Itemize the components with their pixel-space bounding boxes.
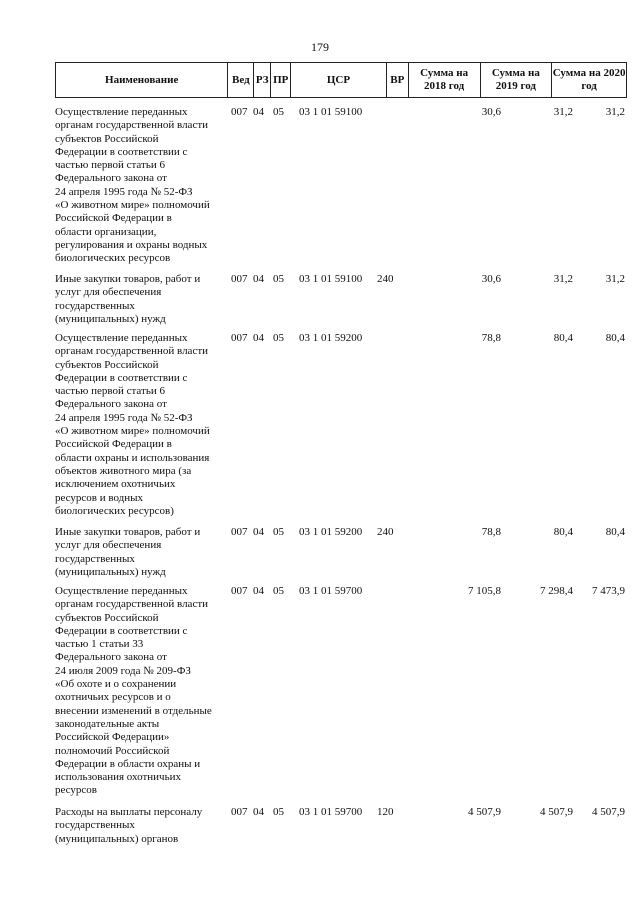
row-sum-2020: 80,4 [605,526,625,538]
row-csr: 03 1 01 59100 [299,273,363,285]
row-csr: 03 1 01 59700 [299,585,363,597]
row-sum-2020: 4 507,9 [592,806,625,818]
row-rz: 04 [253,526,264,538]
row-name: Осуществление переданных органам государственной власти субъектов Российской Федерации в соответствии с частью первой статьи 6 Федерального закона от 24 апреля 1995 года № 52-ФЗ «О животном мире» полномочий Российской Федерации в области охраны и использования объектов животного мира (за исключением охотничьих ресурсов и водных биологических ресурсов) [55,332,210,517]
row-name: Иные закупки товаров, работ и услуг для обеспечения государственных (муниципальных) нужд [55,526,201,578]
row-sum-2018: 4 507,9 [468,806,501,818]
row-sum-2020: 31,2 [605,106,625,118]
row-sum-2019: 31,2 [553,273,573,285]
header-sum-2020: Сумма на 2020 год [552,67,626,92]
row-vr: 240 [377,526,394,538]
row-vr: 120 [377,806,394,818]
header-csr: ЦСР [291,63,387,97]
row-name: Иные закупки товаров, работ и услуг для обеспечения государственных (муниципальных) нужд [55,273,201,325]
row-sum-2019: 7 298,4 [540,585,573,597]
header-name: Наименование [56,63,228,97]
row-sum-2018: 30,6 [481,106,501,118]
row-sum-2018: 78,8 [481,332,501,344]
row-sum-2018: 7 105,8 [468,585,501,597]
row-sum-2020: 7 473,9 [592,585,625,597]
header-vr: ВР [387,63,409,97]
table-header [55,62,627,98]
row-rz: 04 [253,332,264,344]
row-ved: 007 [231,332,248,344]
row-name: Расходы на выплаты персоналу государственных (муниципальных) органов [55,806,203,845]
row-pr: 05 [273,585,284,597]
row-rz: 04 [253,273,264,285]
row-pr: 05 [273,273,284,285]
row-csr: 03 1 01 59200 [299,332,363,344]
header-sum-2019: Сумма на 2019 год [481,63,553,97]
row-rz: 04 [253,106,264,118]
row-csr: 03 1 01 59200 [299,526,363,538]
row-ved: 007 [231,106,248,118]
row-sum-2018: 30,6 [481,273,501,285]
row-sum-2018: 78,8 [481,526,501,538]
row-ved: 007 [231,273,248,285]
row-sum-2020: 80,4 [605,332,625,344]
header-rz: РЗ [254,63,271,97]
row-sum-2019: 80,4 [553,526,573,538]
row-rz: 04 [253,585,264,597]
row-vr: 240 [377,273,394,285]
row-ved: 007 [231,585,248,597]
page-number: 179 [311,40,329,54]
row-pr: 05 [273,332,284,344]
row-sum-2019: 80,4 [553,332,573,344]
row-sum-2019: 4 507,9 [540,806,573,818]
row-name: Осуществление переданных органам государственной власти субъектов Российской Федерации в соответствии с частью 1 статьи 33 Федерального закона от 24 июля 2009 года № 209-ФЗ «Об охоте и о сохранении охотничьих ресурсов и о внесении изменений в отдельные законодательные акты Российской Федерации» полномочий Российской Федерации в области охраны и использования охотничьих ресурсов [55,585,212,797]
row-ved: 007 [231,526,248,538]
row-sum-2019: 31,2 [553,106,573,118]
header-sum-2018: Сумма на 2018 год [409,63,481,97]
header-ved: Вед [228,63,254,97]
row-sum-2020: 31,2 [605,273,625,285]
row-pr: 05 [273,806,284,818]
header-pr: ПР [271,63,291,97]
row-rz: 04 [253,806,264,818]
row-ved: 007 [231,806,248,818]
row-csr: 03 1 01 59100 [299,106,363,118]
row-pr: 05 [273,106,284,118]
row-pr: 05 [273,526,284,538]
row-csr: 03 1 01 59700 [299,806,363,818]
row-name: Осуществление переданных органам государственной власти субъектов Российской Федерации в соответствии с частью первой статьи 6 Федерального закона от 24 апреля 1995 года № 52-ФЗ «О животном мире» полномочий Российской Федерации в области организации, регулирования и охраны водных биологических ресурсов [55,106,210,265]
